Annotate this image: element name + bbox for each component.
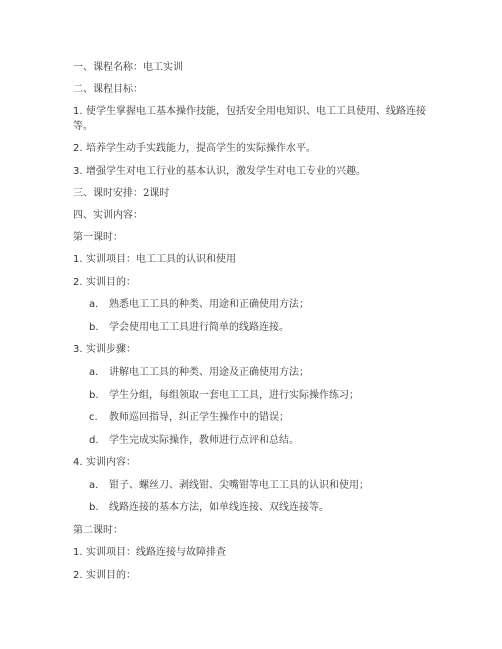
- item-text: 实训目的：: [86, 277, 136, 288]
- goal-number: 1.: [73, 106, 83, 117]
- item-number: 4.: [73, 457, 83, 468]
- content-subitem: [89, 479, 369, 493]
- subitem-letter: b.: [89, 390, 99, 401]
- item-number: 1.: [73, 547, 83, 558]
- lesson1-contents: [73, 456, 136, 470]
- hours-line: 三、课时安排：2课时: [73, 188, 170, 199]
- subitem-text: 学生分组，每组领取一套电工工具，进行实际操作练习；: [109, 390, 359, 401]
- item-number: 1.: [73, 254, 83, 265]
- subitem-letter: a.: [89, 480, 99, 491]
- content-heading: 四、实训内容：: [73, 210, 143, 221]
- subitem-letter: a.: [89, 367, 99, 378]
- subitem-text: 教师巡回指导，纠正学生操作中的错误；: [109, 412, 289, 423]
- subitem-letter: b.: [89, 502, 99, 513]
- lesson2-project: [73, 546, 226, 560]
- item-number: 2.: [73, 277, 83, 288]
- item-text: 实训目的：: [86, 570, 136, 581]
- step-subitem: [89, 366, 309, 380]
- goals-heading: 二、课程目标：: [73, 84, 143, 95]
- item-number: 2.: [73, 570, 83, 581]
- course-name: 一、课程名称：电工实训: [73, 62, 183, 73]
- purpose-subitem: [89, 298, 309, 312]
- lesson1-project: [73, 253, 236, 267]
- content-subitem: [89, 501, 329, 515]
- lesson1-purpose: [73, 276, 136, 290]
- item-text: 实训项目：线路连接与故障排查: [86, 547, 226, 558]
- subitem-text: 学会使用电工工具进行简单的线路连接。: [109, 322, 289, 333]
- goal-item: [73, 165, 366, 179]
- item-text: 实训内容：: [86, 457, 136, 468]
- subitem-text: 熟悉电工工具的种类、用途和正确使用方法；: [109, 299, 309, 310]
- lesson2-purpose: [73, 569, 136, 583]
- subitem-text: 线路连接的基本方法，如单线连接、双线连接等。: [109, 502, 329, 513]
- subitem-text: 学生完成实际操作，教师进行点评和总结。: [109, 435, 299, 446]
- step-subitem: [89, 411, 289, 425]
- subitem-letter: b.: [89, 322, 99, 333]
- subitem-letter: a.: [89, 299, 99, 310]
- goal-item-continuation: 等。: [73, 121, 93, 132]
- subitem-text: 讲解电工工具的种类、用途及正确使用方法；: [109, 367, 309, 378]
- subitem-letter: d.: [89, 435, 99, 446]
- goal-item: [73, 142, 316, 156]
- step-subitem: [89, 434, 299, 448]
- item-text: 实训项目：电工工具的认识和使用: [86, 254, 236, 265]
- lesson2-title: 第二课时：: [73, 525, 123, 536]
- step-subitem: [89, 389, 359, 403]
- purpose-subitem: [89, 321, 289, 335]
- goal-text: 增强学生对电工行业的基本认识，激发学生对电工专业的兴趣。: [86, 166, 366, 177]
- subitem-text: 钳子、螺丝刀、剥线钳、尖嘴钳等电工工具的认识和使用；: [109, 480, 369, 491]
- goal-number: 3.: [73, 166, 83, 177]
- item-number: 3.: [73, 344, 83, 355]
- goal-text: 培养学生动手实践能力，提高学生的实际操作水平。: [86, 143, 316, 154]
- lesson1-steps: [73, 343, 136, 357]
- subitem-letter: c.: [89, 412, 98, 423]
- goal-text: 使学生掌握电工基本操作技能，包括安全用电知识、电工工具使用、线路连接: [86, 106, 426, 117]
- goal-item: [73, 105, 426, 119]
- item-text: 实训步骤：: [86, 344, 136, 355]
- lesson1-title: 第一课时：: [73, 232, 123, 243]
- goal-number: 2.: [73, 143, 83, 154]
